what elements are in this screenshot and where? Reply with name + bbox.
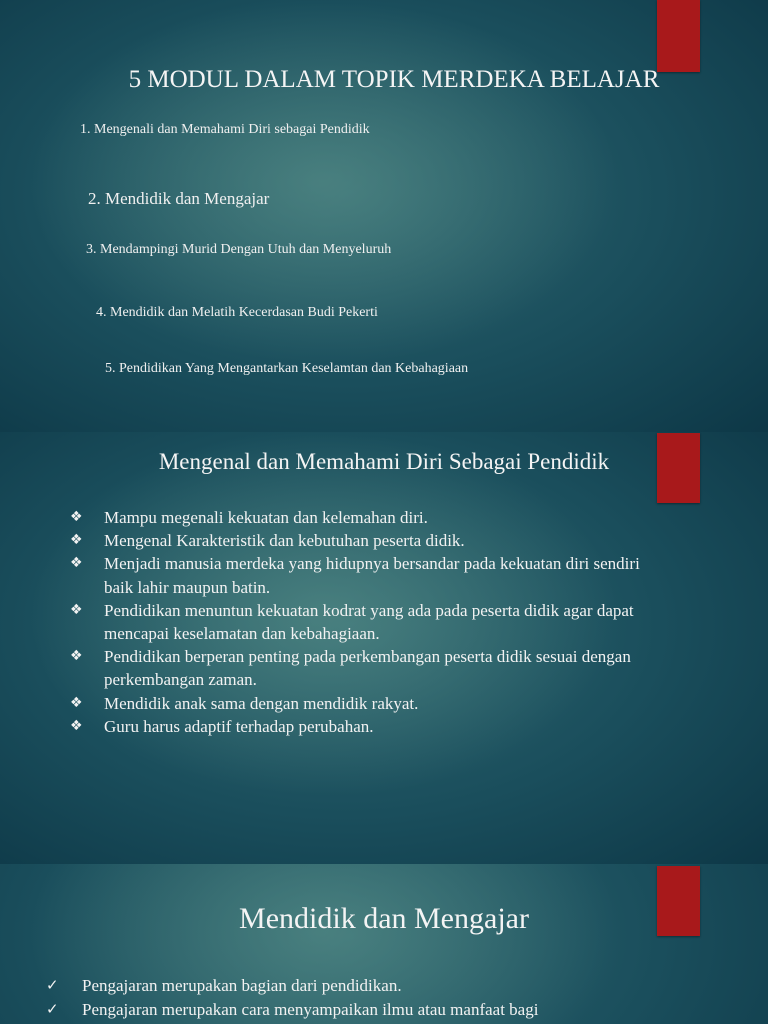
list-item: ❖ Guru harus adaptif terhadap perubahan. xyxy=(70,715,670,738)
module-item-1: 1. Mengenali dan Memahami Diri sebagai Pendidik xyxy=(80,122,370,137)
slide-modules xyxy=(0,0,768,432)
diamond-bullet-icon: ❖ xyxy=(70,717,83,734)
diamond-bullet-icon: ❖ xyxy=(70,694,83,711)
list-item: ❖ Pendidikan menuntun kekuatan kodrat yang ada pada peserta didik agar dapat mencapai keselamatan dan kebahagiaan. xyxy=(70,600,634,644)
list-item: ❖ Pendidikan berperan penting pada perkembangan peserta didik sesuai dengan perkembangan zaman. xyxy=(70,647,631,690)
checklist xyxy=(46,974,666,1021)
list-item: ✓ Pengajaran merupakan cara menyampaikan ilmu atau manfaat bagi xyxy=(46,998,666,1022)
list-item: ✓ Pengajaran merupakan bagian dari pendidikan. xyxy=(46,974,666,998)
red-accent-bar xyxy=(657,0,700,72)
module-item-5: 5. Pendidikan Yang Mengantarkan Keselamtan dan Kebahagiaan xyxy=(105,361,469,376)
diamond-bullet-icon: ❖ xyxy=(70,648,83,665)
slide-educating-teaching xyxy=(0,864,768,1024)
diamond-bullet-icon: ❖ xyxy=(70,509,83,525)
module-item-3: 3. Mendampingi Murid Dengan Utuh dan Menyeluruh xyxy=(86,242,392,257)
bullet-list xyxy=(70,506,670,738)
slide-title: Mengenal dan Memahami Diri Sebagai Pendidik xyxy=(158,449,610,474)
slide-title: Mendidik dan Mengajar xyxy=(239,902,529,935)
list-item: ❖ Mampu megenali kekuatan dan kelemahan diri. xyxy=(70,506,670,529)
checkmark-icon: ✓ xyxy=(46,999,59,1018)
slide-title: 5 MODUL DALAM TOPIK MERDEKA BELAJAR xyxy=(128,66,660,93)
diamond-bullet-icon: ❖ xyxy=(70,601,83,618)
module-item-2: 2. Mendidik dan Mengajar xyxy=(88,189,270,208)
diamond-bullet-icon: ❖ xyxy=(70,532,83,549)
list-item: ❖ Mengenal Karakteristik dan kebutuhan peserta didik. xyxy=(70,529,670,552)
diamond-bullet-icon: ❖ xyxy=(70,555,83,572)
slide-self-understanding xyxy=(0,432,768,864)
checkmark-icon: ✓ xyxy=(46,976,59,994)
list-item: ❖ Mendidik anak sama dengan mendidik rakyat. xyxy=(70,692,670,715)
list-item: ❖ Menjadi manusia merdeka yang hidupnya bersandar pada kekuatan diri sendiri baik lahir maupun batin. xyxy=(70,554,640,597)
module-item-4: 4. Mendidik dan Melatih Kecerdasan Budi Pekerti xyxy=(96,305,378,320)
